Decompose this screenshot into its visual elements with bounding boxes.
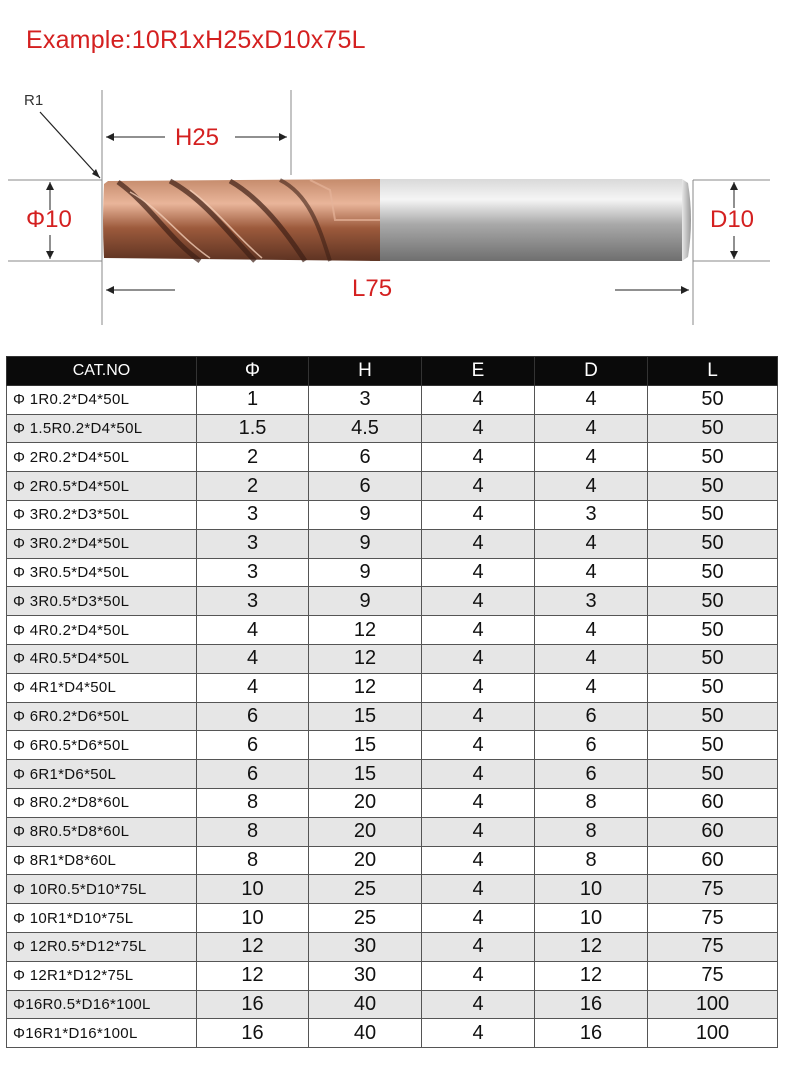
cell-l: 50 (648, 500, 778, 529)
cell-e: 4 (422, 817, 535, 846)
cell-phi: 6 (197, 702, 309, 731)
cell-e: 4 (422, 846, 535, 875)
cell-h: 25 (309, 875, 422, 904)
cell-phi: 6 (197, 760, 309, 789)
cell-l: 75 (648, 904, 778, 933)
cell-l: 75 (648, 932, 778, 961)
cell-phi: 4 (197, 644, 309, 673)
table-row (7, 644, 778, 673)
cell-h: 25 (309, 904, 422, 933)
cell-e: 4 (422, 443, 535, 472)
cell-d: 12 (535, 932, 648, 961)
radius-leader (40, 112, 100, 178)
cell-d: 10 (535, 904, 648, 933)
cell-l: 50 (648, 443, 778, 472)
cell-phi: 4 (197, 673, 309, 702)
table-row (7, 558, 778, 587)
cell-e: 4 (422, 500, 535, 529)
cell-e: 4 (422, 932, 535, 961)
cell-h: 9 (309, 529, 422, 558)
header-cat-no: CAT.NO (7, 357, 197, 386)
cell-l: 100 (648, 1019, 778, 1048)
cell-d: 8 (535, 817, 648, 846)
cell-cat-no: Φ 3R0.5*D3*50L (7, 587, 197, 616)
cell-e: 4 (422, 385, 535, 414)
cell-l: 50 (648, 529, 778, 558)
cell-l: 75 (648, 961, 778, 990)
cell-e: 4 (422, 529, 535, 558)
cell-e: 4 (422, 990, 535, 1019)
cell-h: 12 (309, 616, 422, 645)
radius-label: R1 (24, 92, 44, 109)
cell-l: 50 (648, 414, 778, 443)
table-row (7, 846, 778, 875)
overall-length-label: L75 (352, 275, 393, 302)
table-row (7, 587, 778, 616)
cell-d: 4 (535, 558, 648, 587)
cell-cat-no: Φ 10R1*D10*75L (7, 904, 197, 933)
table-row (7, 529, 778, 558)
cell-phi: 2 (197, 472, 309, 501)
cell-phi: 16 (197, 990, 309, 1019)
cell-h: 12 (309, 644, 422, 673)
cell-d: 3 (535, 587, 648, 616)
table-row (7, 500, 778, 529)
cell-cat-no: Φ 2R0.5*D4*50L (7, 472, 197, 501)
cell-e: 4 (422, 616, 535, 645)
cell-cat-no: Φ 8R0.5*D8*60L (7, 817, 197, 846)
cell-h: 15 (309, 731, 422, 760)
cell-e: 4 (422, 414, 535, 443)
cell-h: 20 (309, 788, 422, 817)
cell-e: 4 (422, 673, 535, 702)
cell-phi: 2 (197, 443, 309, 472)
cell-h: 9 (309, 500, 422, 529)
cell-h: 30 (309, 932, 422, 961)
cell-cat-no: Φ 4R1*D4*50L (7, 673, 197, 702)
cutting-diameter-label: Φ10 (26, 206, 72, 233)
cell-d: 16 (535, 990, 648, 1019)
cell-e: 4 (422, 760, 535, 789)
cell-phi: 4 (197, 616, 309, 645)
cell-e: 4 (422, 644, 535, 673)
table-row (7, 990, 778, 1019)
cell-d: 4 (535, 472, 648, 501)
cell-d: 4 (535, 385, 648, 414)
header-l: L (648, 357, 778, 386)
cell-l: 50 (648, 644, 778, 673)
table-row (7, 961, 778, 990)
cell-cat-no: Φ 4R0.2*D4*50L (7, 616, 197, 645)
cell-phi: 6 (197, 731, 309, 760)
cell-l: 50 (648, 385, 778, 414)
cell-d: 16 (535, 1019, 648, 1048)
cell-cat-no: Φ 12R1*D12*75L (7, 961, 197, 990)
cell-d: 6 (535, 760, 648, 789)
cell-cat-no: Φ 6R0.5*D6*50L (7, 731, 197, 760)
end-mill-diagram (0, 80, 790, 340)
cell-l: 50 (648, 472, 778, 501)
cell-cat-no: Φ 4R0.5*D4*50L (7, 644, 197, 673)
cell-cat-no: Φ16R0.5*D16*100L (7, 990, 197, 1019)
cell-e: 4 (422, 702, 535, 731)
cell-phi: 12 (197, 961, 309, 990)
cell-phi: 1.5 (197, 414, 309, 443)
table-row (7, 472, 778, 501)
cell-l: 50 (648, 702, 778, 731)
cell-e: 4 (422, 875, 535, 904)
cell-h: 20 (309, 846, 422, 875)
header-h: H (309, 357, 422, 386)
cell-cat-no: Φ 3R0.2*D3*50L (7, 500, 197, 529)
end-mill-drawing (0, 80, 790, 340)
cell-h: 9 (309, 587, 422, 616)
cell-cat-no: Φ 1R0.2*D4*50L (7, 385, 197, 414)
cell-l: 100 (648, 990, 778, 1019)
cell-cat-no: Φ 2R0.2*D4*50L (7, 443, 197, 472)
cell-h: 30 (309, 961, 422, 990)
tool-shank (370, 179, 682, 261)
cell-h: 9 (309, 558, 422, 587)
cell-e: 4 (422, 472, 535, 501)
cell-h: 4.5 (309, 414, 422, 443)
cell-d: 4 (535, 414, 648, 443)
table-row (7, 875, 778, 904)
cell-phi: 3 (197, 500, 309, 529)
cell-phi: 10 (197, 904, 309, 933)
cell-cat-no: Φ 6R1*D6*50L (7, 760, 197, 789)
cell-phi: 8 (197, 817, 309, 846)
cell-e: 4 (422, 558, 535, 587)
cell-l: 60 (648, 817, 778, 846)
cell-phi: 16 (197, 1019, 309, 1048)
cell-phi: 12 (197, 932, 309, 961)
header-e: E (422, 357, 535, 386)
cell-d: 6 (535, 731, 648, 760)
cell-l: 50 (648, 558, 778, 587)
cell-d: 4 (535, 673, 648, 702)
table-row (7, 904, 778, 933)
cell-phi: 3 (197, 529, 309, 558)
table-body (7, 385, 778, 1047)
cell-d: 3 (535, 500, 648, 529)
table-row (7, 817, 778, 846)
cell-phi: 8 (197, 788, 309, 817)
cell-d: 4 (535, 644, 648, 673)
cell-d: 10 (535, 875, 648, 904)
cell-h: 6 (309, 472, 422, 501)
table-row (7, 616, 778, 645)
table-row (7, 414, 778, 443)
cell-h: 40 (309, 990, 422, 1019)
cell-h: 3 (309, 385, 422, 414)
shank-chamfer (682, 179, 691, 261)
cell-cat-no: Φ 3R0.2*D4*50L (7, 529, 197, 558)
cell-d: 8 (535, 846, 648, 875)
cell-h: 20 (309, 817, 422, 846)
cell-l: 75 (648, 875, 778, 904)
cell-e: 4 (422, 788, 535, 817)
cell-h: 15 (309, 760, 422, 789)
cell-cat-no: Φ 1.5R0.2*D4*50L (7, 414, 197, 443)
cell-h: 15 (309, 702, 422, 731)
cell-cat-no: Φ16R1*D16*100L (7, 1019, 197, 1048)
table-row (7, 702, 778, 731)
cell-l: 60 (648, 788, 778, 817)
cell-l: 50 (648, 760, 778, 789)
cell-l: 50 (648, 587, 778, 616)
cell-h: 6 (309, 443, 422, 472)
flute-length-label: H25 (175, 124, 220, 151)
cell-cat-no: Φ 12R0.5*D12*75L (7, 932, 197, 961)
cell-e: 4 (422, 961, 535, 990)
cell-cat-no: Φ 10R0.5*D10*75L (7, 875, 197, 904)
cell-l: 50 (648, 616, 778, 645)
table-row (7, 788, 778, 817)
cell-phi: 3 (197, 558, 309, 587)
shank-diameter-label: D10 (710, 206, 755, 233)
header-phi: Φ (197, 357, 309, 386)
cell-d: 6 (535, 702, 648, 731)
cell-phi: 3 (197, 587, 309, 616)
cell-h: 40 (309, 1019, 422, 1048)
cell-d: 4 (535, 616, 648, 645)
cell-l: 50 (648, 673, 778, 702)
cell-e: 4 (422, 1019, 535, 1048)
cell-d: 4 (535, 443, 648, 472)
cell-cat-no: Φ 8R1*D8*60L (7, 846, 197, 875)
table-header-row (7, 357, 778, 386)
spec-table (6, 356, 778, 1048)
cell-e: 4 (422, 731, 535, 760)
table-row (7, 760, 778, 789)
table-row (7, 731, 778, 760)
table-row (7, 385, 778, 414)
cell-cat-no: Φ 3R0.5*D4*50L (7, 558, 197, 587)
table-row (7, 673, 778, 702)
cell-phi: 8 (197, 846, 309, 875)
cell-l: 50 (648, 731, 778, 760)
cell-cat-no: Φ 6R0.2*D6*50L (7, 702, 197, 731)
cell-h: 12 (309, 673, 422, 702)
cell-e: 4 (422, 587, 535, 616)
table-row (7, 932, 778, 961)
cell-d: 12 (535, 961, 648, 990)
cell-d: 4 (535, 529, 648, 558)
cell-cat-no: Φ 8R0.2*D8*60L (7, 788, 197, 817)
table-row (7, 1019, 778, 1048)
table-row (7, 443, 778, 472)
example-title: Example:10R1xH25xD10x75L (26, 26, 366, 54)
cell-d: 8 (535, 788, 648, 817)
cell-phi: 1 (197, 385, 309, 414)
cell-phi: 10 (197, 875, 309, 904)
cell-e: 4 (422, 904, 535, 933)
header-d: D (535, 357, 648, 386)
cell-l: 60 (648, 846, 778, 875)
